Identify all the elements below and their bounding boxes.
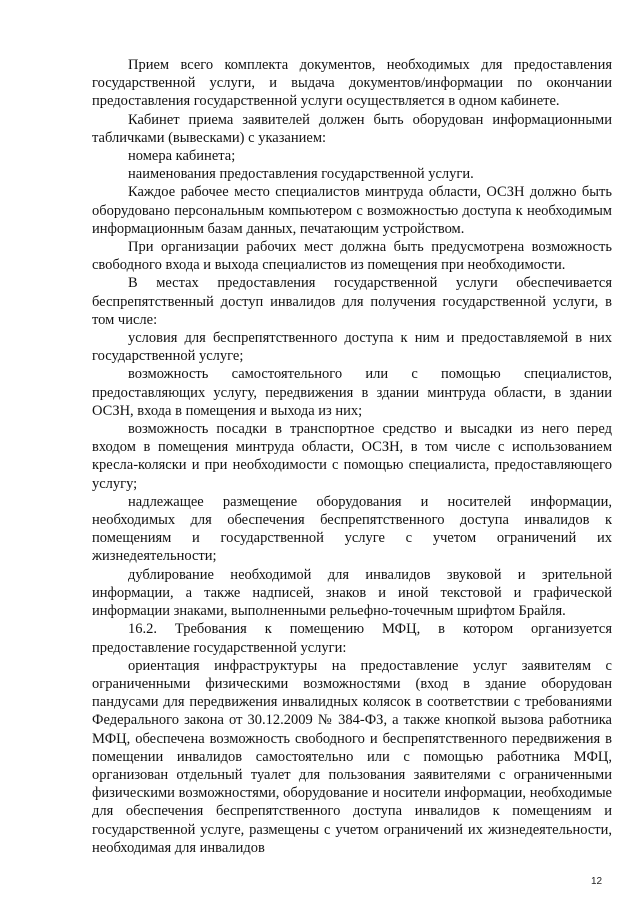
list-item-access-conditions: условия для беспрепятственного доступа к ним и предоставляемой в них государственной услуге; [92, 330, 612, 365]
list-item-office-number: номера кабинета; [128, 148, 236, 165]
paragraph-workplace-equipment: Каждое рабочее место специалистов минтруда области, ОСЗН должно быть оборудовано персональным компьютером с возможностью доступа к необходимым информационным базам данных, печатающим устройством. [92, 184, 612, 237]
paragraph-office-signage: Кабинет приема заявителей должен быть оборудован информационными табличками (вывесками) с указанием: [92, 111, 612, 146]
list-item-transport: возможность посадки в транспортное средство и высадки из него перед входом в помещения минтруда области, ОСЗН, в том числе с использованием кресла-коляски и при необходимости с помощью специалиста, предоставляющего услугу; [92, 421, 612, 492]
paragraph-disabled-access: В местах предоставления государственной услуги обеспечивается беспрепятственный доступ инвалидов для получения государственной услуги, в том числе: [92, 275, 612, 328]
section-heading-mfc-requirements: 16.2. Требования к помещению МФЦ, в котором организуется предоставление государственной услуги: [92, 621, 612, 656]
page-number: 12 [591, 876, 603, 887]
document-body [92, 56, 612, 857]
paragraph-document-submission: Прием всего комплекта документов, необходимых для предоставления государственной услуги, и выдача документов/информации по окончании предоставления государственной услуги осуществляется в одном кабинете. [92, 57, 612, 110]
list-item-infrastructure: ориентация инфраструктуры на предоставление услуг заявителям с ограниченными физическими возможностями (вход в здание оборудован пандусами для передвижения инвалидных колясок в соответствии с требованиями Федерального закона от 30.12.2009 № 384-ФЗ, а также кнопкой вызова работника МФЦ, обеспечена возможность свободного и беспрепятственного передвижения в помещении инвалидов самостоятельно или с помощью работника МФЦ, организован отдельный туалет для пользования заявителями с ограниченными физическими возможностями, оборудование и носители информации, необходимые для обеспечения беспрепятственного доступа инвалидов к помещениям и государственной услуге, размещены с учетом ограничений их жизнедеятельности, необходимая для инвалидов [92, 657, 612, 856]
list-item-information-duplication: дублирование необходимой для инвалидов звуковой и зрительной информации, а также надписей, знаков и иной текстовой и графической информации знаками, выполненными рельефно-точечным шрифтом Брайля. [92, 566, 612, 620]
list-item-service-name: наименования предоставления государственной услуги. [128, 166, 474, 183]
list-item-equipment-placement: надлежащее размещение оборудования и носителей информации, необходимых для обеспечения беспрепятственного доступа инвалидов к помещениям и государственной услуге с учетом ограничений их жизнедеятельности; [92, 493, 612, 565]
list-item-movement: возможность самостоятельного или с помощью специалистов, предоставляющих услугу, передвижения в здании минтруда области, в здании ОСЗН, входа в помещения и выхода из них; [92, 366, 612, 419]
paragraph-workplace-access: При организации рабочих мест должна быть предусмотрена возможность свободного входа и выхода специалистов из помещения при необходимости. [92, 239, 612, 274]
